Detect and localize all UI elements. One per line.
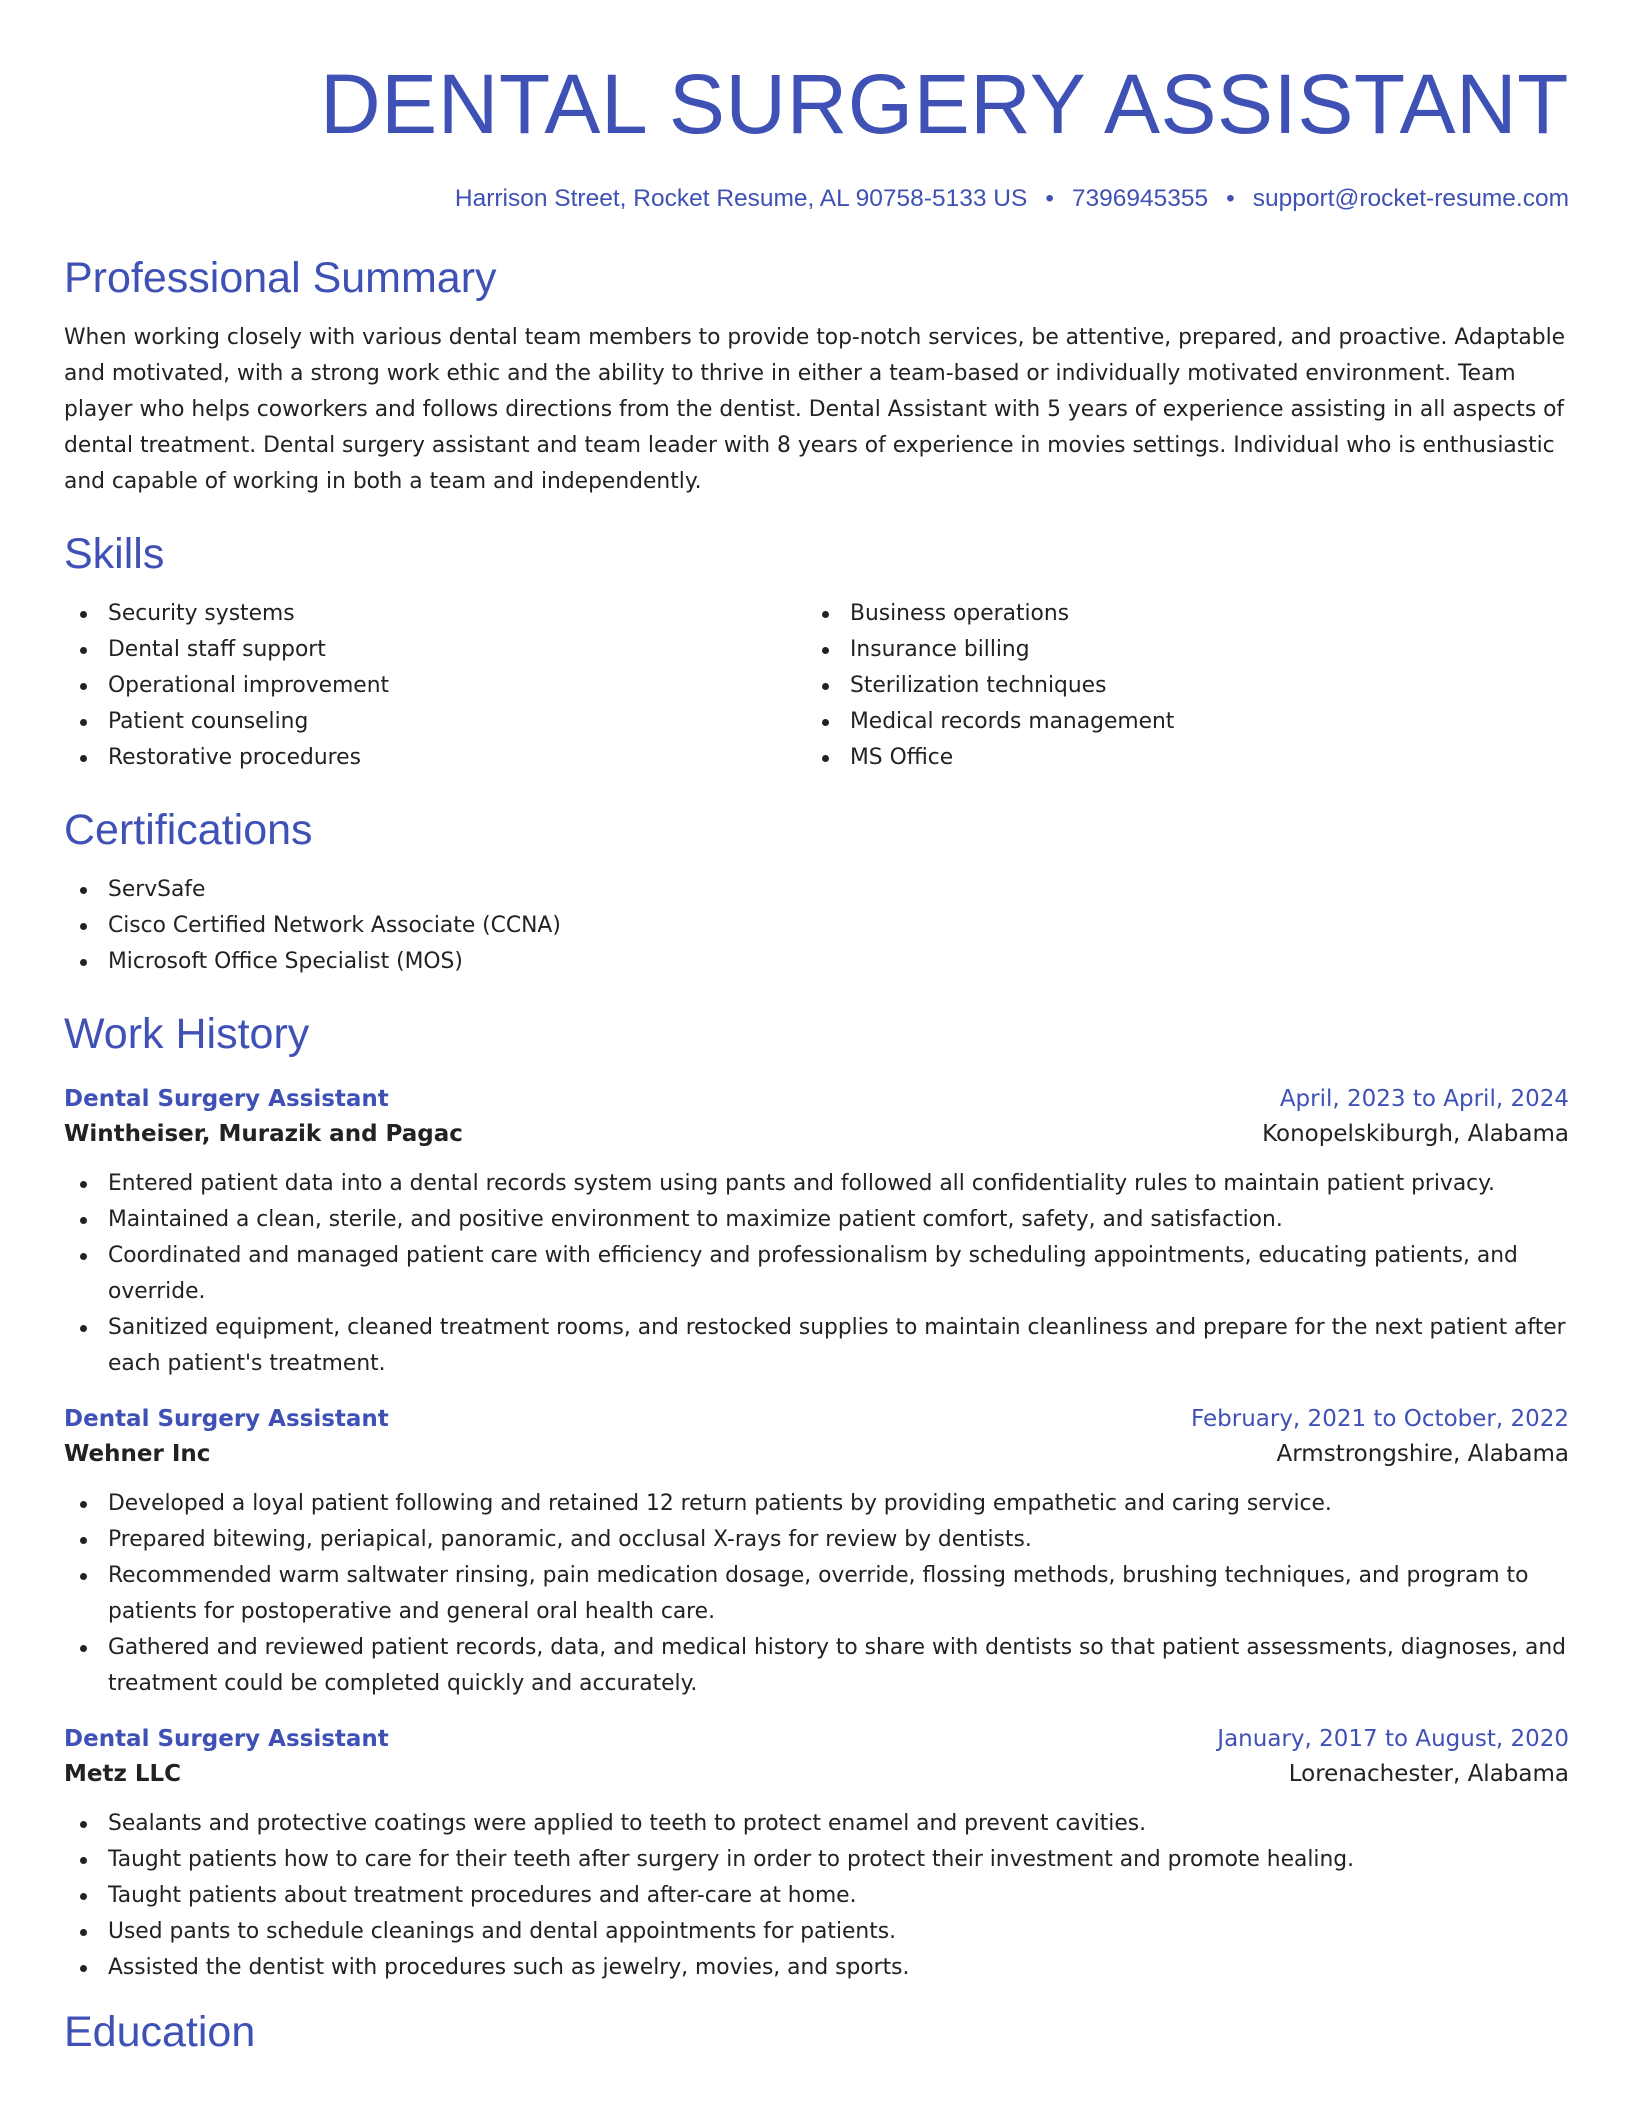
job-duty: Used pants to schedule cleanings and dental appointments for patients. bbox=[64, 1914, 1569, 1950]
skills-column-left bbox=[64, 596, 806, 776]
candidate-name: DENTAL SURGERY ASSISTANT bbox=[320, 57, 1569, 151]
job-duty: Taught patients about treatment procedures and after-care at home. bbox=[64, 1878, 1569, 1914]
job-company: Wehner Inc bbox=[64, 1441, 211, 1467]
job-company: Wintheiser, Murazik and Pagac bbox=[64, 1121, 463, 1147]
job-header-row bbox=[64, 1722, 1569, 1756]
job-duty: Maintained a clean, sterile, and positive environment to maximize patient comfort, safety, and satisfaction. bbox=[64, 1202, 1569, 1238]
skill-item: Security systems bbox=[64, 596, 806, 632]
job-title: Dental Surgery Assistant bbox=[64, 1726, 389, 1752]
job-entry bbox=[64, 1722, 1569, 1986]
job-duties-list bbox=[64, 1486, 1569, 1702]
job-duty: Assisted the dentist with procedures such as jewelry, movies, and sports. bbox=[64, 1950, 1569, 1986]
section-title-education: Education bbox=[64, 2008, 256, 2056]
skill-item: Dental staff support bbox=[64, 632, 806, 668]
skill-item: Sterilization techniques bbox=[806, 668, 1548, 704]
job-duty: Gathered and reviewed patient records, data, and medical history to share with dentists so that patient assessments, diagnoses, and treatment could be completed quickly and accurately. bbox=[64, 1630, 1569, 1702]
job-company: Metz LLC bbox=[64, 1761, 182, 1787]
address: Harrison Street, Rocket Resume, AL 90758-5133 US bbox=[454, 185, 1028, 212]
skill-item: Restorative procedures bbox=[64, 740, 806, 776]
job-header-row bbox=[64, 1402, 1569, 1436]
job-duty: Recommended warm saltwater rinsing, pain medication dosage, override, flossing methods, brushing techniques, and program to patients for postoperative and general oral health care. bbox=[64, 1558, 1569, 1630]
job-employer-row bbox=[64, 1436, 1569, 1472]
skill-item: Patient counseling bbox=[64, 704, 806, 740]
resume-page bbox=[64, 0, 1569, 2058]
section-title-summary: Professional Summary bbox=[64, 254, 497, 302]
job-location: Konopelskiburgh, Alabama bbox=[1262, 1121, 1569, 1147]
job-duty: Sealants and protective coatings were applied to teeth to protect enamel and prevent cavities. bbox=[64, 1806, 1569, 1842]
job-duty: Taught patients how to care for their teeth after surgery in order to protect their investment and promote healing. bbox=[64, 1842, 1569, 1878]
resume-header bbox=[64, 0, 1569, 216]
skill-item: Business operations bbox=[806, 596, 1548, 632]
skill-item: Operational improvement bbox=[64, 668, 806, 704]
job-entry bbox=[64, 1082, 1569, 1382]
section-title-skills: Skills bbox=[64, 530, 165, 578]
job-duty: Prepared bitewing, periapical, panoramic, and occlusal X-rays for review by dentists. bbox=[64, 1522, 1569, 1558]
job-employer-row bbox=[64, 1756, 1569, 1792]
skill-item: MS Office bbox=[806, 740, 1548, 776]
job-dates: April, 2023 to April, 2024 bbox=[1279, 1086, 1569, 1112]
job-entry bbox=[64, 1402, 1569, 1702]
section-title-certifications: Certifications bbox=[64, 806, 313, 854]
separator-dot: • bbox=[1045, 185, 1054, 212]
section-title-work-history: Work History bbox=[64, 1010, 310, 1058]
job-location: Lorenachester, Alabama bbox=[1288, 1761, 1569, 1787]
job-title: Dental Surgery Assistant bbox=[64, 1086, 389, 1112]
email-link[interactable]: support@rocket-resume.com bbox=[1252, 185, 1569, 212]
job-employer-row bbox=[64, 1116, 1569, 1152]
job-dates: February, 2021 to October, 2022 bbox=[1191, 1406, 1569, 1432]
job-duty: Coordinated and managed patient care with efficiency and professionalism by scheduling appointments, educating patients, and override. bbox=[64, 1238, 1569, 1310]
summary-text: When working closely with various dental team members to provide top-notch services, be attentive, prepared, and proactive. Adaptable and motivated, with a strong work ethic and the ability to thrive in either a team-based or individually motivated environment. Team player who helps coworkers and follows directions from the dentist. Dental Assistant with 5 years of experience assisting in all aspects of dental treatment. Dental surgery assistant and team leader with 8 years of experience in movies settings. Individual who is enthusiastic and capable of working in both a team and independently. bbox=[64, 325, 1566, 494]
job-dates: January, 2017 to August, 2020 bbox=[1217, 1726, 1569, 1752]
certification-item: ServSafe bbox=[64, 872, 1569, 908]
job-duty: Sanitized equipment, cleaned treatment rooms, and restocked supplies to maintain cleanliness and prepare for the next patient after each patient's treatment. bbox=[64, 1310, 1569, 1382]
separator-dot: • bbox=[1226, 185, 1235, 212]
job-duty: Entered patient data into a dental records system using pants and followed all confidentiality rules to maintain patient privacy. bbox=[64, 1166, 1569, 1202]
skill-item: Medical records management bbox=[806, 704, 1548, 740]
skills-grid bbox=[64, 596, 1569, 776]
certification-item: Microsoft Office Specialist (MOS) bbox=[64, 944, 1569, 980]
job-location: Armstrongshire, Alabama bbox=[1276, 1441, 1569, 1467]
phone-number: 7396945355 bbox=[1071, 185, 1209, 212]
job-duties-list bbox=[64, 1806, 1569, 1986]
job-duty: Developed a loyal patient following and retained 12 return patients by providing empathetic and caring service. bbox=[64, 1486, 1569, 1522]
job-duties-list bbox=[64, 1166, 1569, 1382]
certifications-list bbox=[64, 872, 1569, 980]
contact-line bbox=[64, 182, 1569, 216]
skill-item: Insurance billing bbox=[806, 632, 1548, 668]
certification-item: Cisco Certified Network Associate (CCNA) bbox=[64, 908, 1569, 944]
skills-column-right bbox=[806, 596, 1548, 776]
job-header-row bbox=[64, 1082, 1569, 1116]
job-title: Dental Surgery Assistant bbox=[64, 1406, 389, 1432]
